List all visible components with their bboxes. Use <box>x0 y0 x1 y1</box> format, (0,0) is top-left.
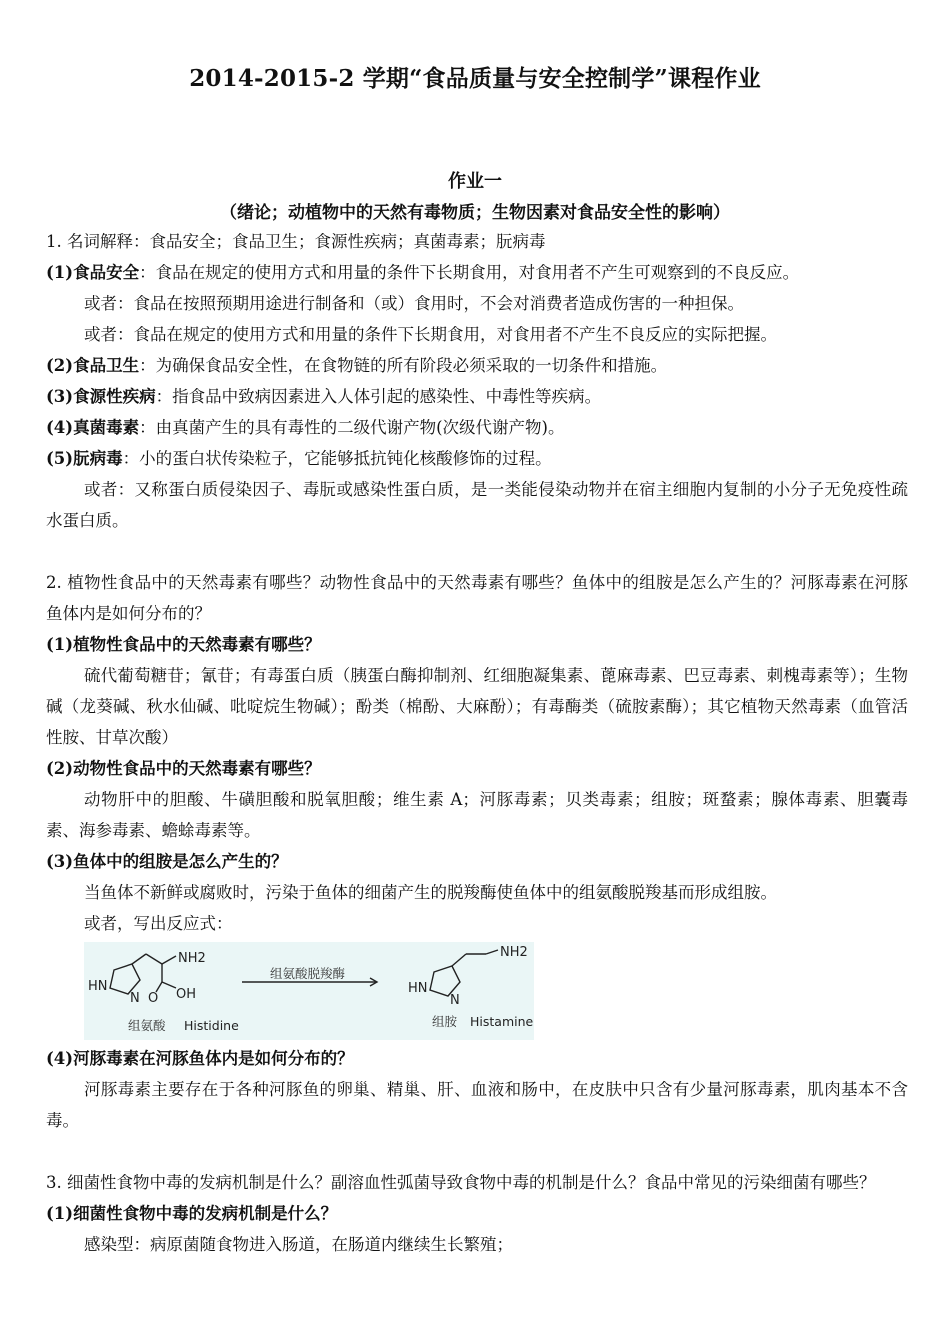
answer-1-1 <box>46 257 908 288</box>
answer-3-1: 感染型：病原菌随食物进入肠道，在肠道内继续生长繁殖； <box>84 1235 513 1254</box>
question-3: 3. 细菌性食物中毒的发病机制是什么？副溶血性弧菌导致食物中毒的机制是什么？食品中常见的污染细菌有哪些？ <box>46 1173 876 1192</box>
definition-mycotoxin: ：由真菌产生的具有毒性的二级代谢产物(次级代谢产物)。 <box>139 418 565 437</box>
answer-2-3: 当鱼体不新鲜或腐败时，污染于鱼体的细菌产生的脱羧酶使鱼体中的组氨酸脱羧基而形成组胺。 <box>84 883 777 902</box>
reaction-figure <box>84 942 534 1040</box>
question-1: 1. 名词解释：食品安全；食品卫生；食源性疾病；真菌毒素；朊病毒 <box>46 232 546 251</box>
question-2: 2. 植物性食品中的天然毒素有哪些？动物性食品中的天然毒素有哪些？鱼体中的组胺是怎么产生的？河豚毒素在河豚鱼体内是如何分布的？ <box>46 573 908 623</box>
assignment-subtitle: （绪论；动植物中的天然有毒物质；生物因素对食品安全性的影响） <box>220 203 730 223</box>
term-food-safety: (1)食品安全 <box>46 263 140 282</box>
definition-prion: ：小的蛋白状传染粒子，它能够抵抗钝化核酸修饰的过程。 <box>122 449 552 468</box>
histidine-nh2-label: NH2 <box>178 951 206 966</box>
answer-1-4 <box>46 412 908 443</box>
histidine-ring <box>110 964 140 994</box>
histidine-n-label: N <box>130 991 140 1006</box>
histidine-cn-label: 组氨酸 <box>128 1018 166 1033</box>
answer-1-3 <box>46 381 908 412</box>
histamine-cn-label: 组胺 <box>432 1014 458 1029</box>
answer-1-5-alt: 或者：又称蛋白质侵染因子、毒朊或感染性蛋白质，是一类能侵染动物并在宿主细胞内复制的小分子无免疫性疏水蛋白质。 <box>46 480 908 530</box>
histidine-o-label: O <box>148 991 159 1006</box>
histamine-hn-label: HN <box>408 981 428 996</box>
histidine-amine-bond <box>162 956 176 964</box>
term-foodborne-disease: (3)食源性疾病 <box>46 387 156 406</box>
assignment-title: 作业一 <box>448 171 502 192</box>
term-food-hygiene: (2)食品卫生 <box>46 356 140 375</box>
question-3-1-heading: (1)细菌性食物中毒的发病机制是什么？ <box>46 1204 338 1223</box>
answer-1-1-alt-1: 或者：食品在按照预期用途进行制备和（或）食用时，不会对消费者造成伤害的一种担保。 <box>84 294 744 313</box>
answer-1-2 <box>46 350 908 381</box>
histidine-en-label: Histidine <box>184 1018 239 1033</box>
histidine-oh-label: OH <box>176 987 197 1002</box>
answer-1-5 <box>46 443 908 474</box>
answer-2-3-alt: 或者，写出反应式： <box>84 914 233 933</box>
histamine-n-label: N <box>450 993 460 1008</box>
answer-2-1: 硫代葡萄糖苷；氰苷；有毒蛋白质（胰蛋白酶抑制剂、红细胞凝集素、蓖麻毒素、巴豆毒素、刺槐毒素等）；生物碱（龙葵碱、秋水仙碱、吡啶烷生物碱）；酚类（棉酚、大麻酚）；有毒酶类（硫胺素酶）；其它植物天然毒素（血管活性胺、甘草次酸） <box>46 666 908 747</box>
histidine-chain-2 <box>146 954 162 964</box>
question-2-1-heading: (1)植物性食品中的天然毒素有哪些？ <box>46 635 321 654</box>
definition-food-safety: ：食品在规定的使用方式和用量的条件下长期食用，对食用者不产生可观察到的不良反应。 <box>139 263 800 282</box>
question-2-4-heading: (4)河豚毒素在河豚鱼体内是如何分布的？ <box>46 1049 354 1068</box>
reaction-scheme <box>84 942 534 1040</box>
histamine-en-label: Histamine <box>470 1014 534 1029</box>
histidine-chain-1 <box>132 954 146 964</box>
definition-food-hygiene: ：为确保食品安全性，在食物链的所有阶段必须采取的一切条件和措施。 <box>139 356 668 375</box>
definition-foodborne-disease: ：指食品中致病因素进入人体引起的感染性、中毒性等疾病。 <box>155 387 602 406</box>
term-mycotoxin: (4)真菌毒素 <box>46 418 140 437</box>
histidine-oh-bond <box>162 982 176 988</box>
histamine-chain-1 <box>452 954 466 966</box>
answer-2-2: 动物肝中的胆酸、牛磺胆酸和脱氧胆酸；维生素 A；河豚毒素；贝类毒素；组胺；斑蝥素；腺体毒素、胆囊毒素、海参毒素、蟾蜍毒素等。 <box>46 790 908 840</box>
histamine-ring <box>430 966 460 996</box>
answer-2-4: 河豚毒素主要存在于各种河豚鱼的卵巢、精巢、肝、血液和肠中，在皮肤中只含有少量河豚毒素，肌肉基本不含毒。 <box>46 1080 908 1130</box>
question-2-3-heading: (3)鱼体中的组胺是怎么产生的？ <box>46 852 288 871</box>
enzyme-label: 组氨酸脱羧酶 <box>270 966 346 981</box>
question-2-2-heading: (2)动物性食品中的天然毒素有哪些？ <box>46 759 321 778</box>
document-body <box>46 226 908 1260</box>
document-title: 2014-2015-2 学期“食品质量与安全控制学”课程作业 <box>189 65 761 92</box>
histamine-nh2-label: NH2 <box>500 945 528 960</box>
histamine-amine-bond <box>486 950 498 954</box>
answer-1-1-alt-2: 或者：食品在规定的使用方式和用量的条件下长期食用，对食用者不产生不良反应的实际把握。 <box>84 325 777 344</box>
histidine-hn-label: HN <box>88 979 108 994</box>
term-prion: (5)朊病毒 <box>46 449 123 468</box>
